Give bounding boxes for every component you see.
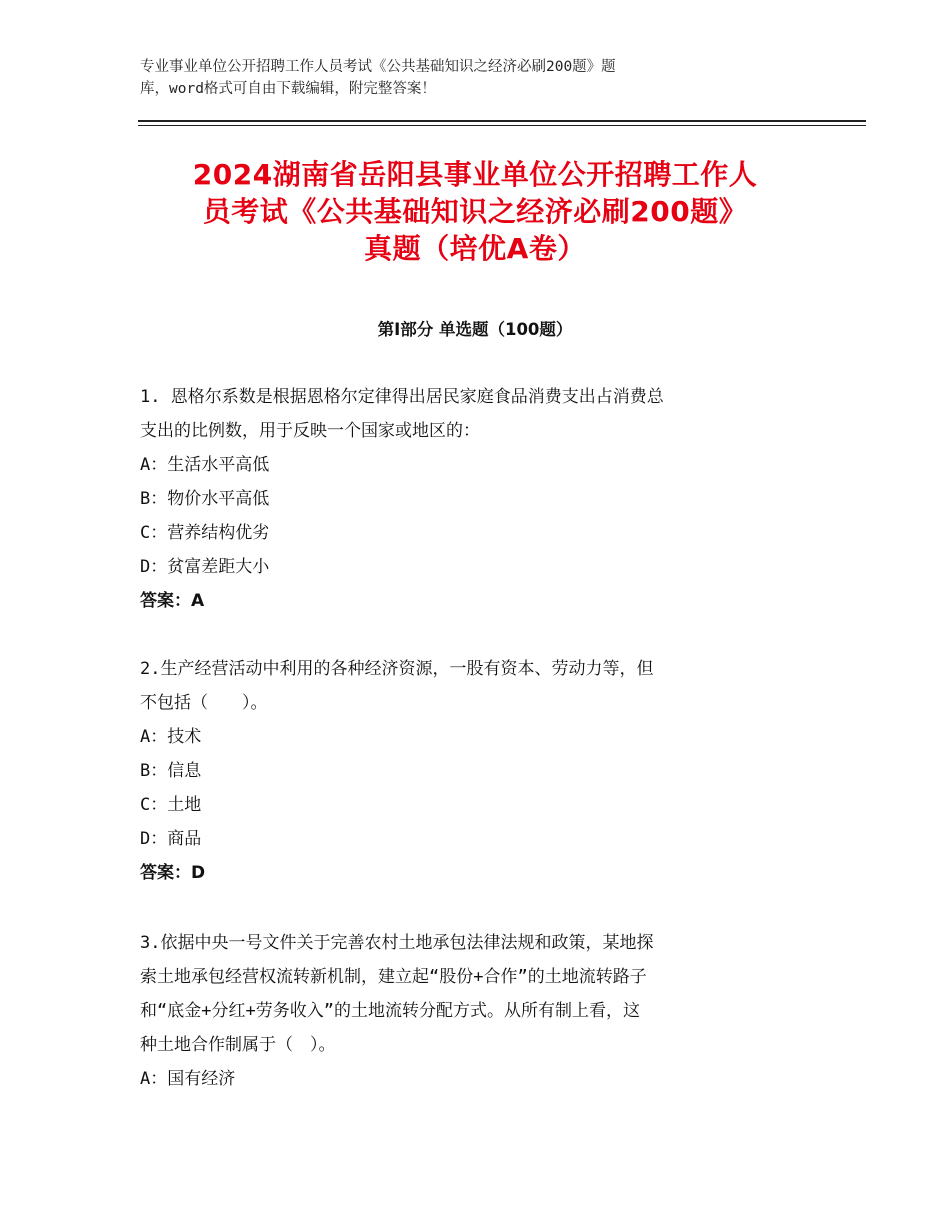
header-divider bbox=[138, 120, 866, 122]
question-1 bbox=[140, 380, 810, 618]
option-a: A：技术 bbox=[140, 727, 202, 747]
answer-label: 答案：D bbox=[140, 863, 206, 883]
section-title: 第I部分 单选题（100题） bbox=[377, 320, 573, 339]
header-note-line: 库，word格式可自由下载编辑，附完整答案！ bbox=[140, 81, 436, 97]
question-2 bbox=[140, 652, 810, 890]
question-stem-line: 支出的比例数，用于反映一个国家或地区的： bbox=[140, 421, 480, 441]
question-stem-line: 索土地承包经营权流转新机制，建立起“股份+合作”的土地流转路子 bbox=[140, 967, 647, 987]
answer-label: 答案：A bbox=[140, 591, 205, 611]
option-a: A：国有经济 bbox=[140, 1069, 236, 1089]
option-b: B：信息 bbox=[140, 761, 202, 781]
option-a: A：生活水平高低 bbox=[140, 455, 270, 475]
option-c: C：营养结构优劣 bbox=[140, 523, 270, 543]
question-3 bbox=[140, 926, 810, 1096]
document-title bbox=[100, 156, 850, 267]
title-line: 真题（培优A卷） bbox=[364, 232, 586, 265]
question-stem-line: 不包括（ ）。 bbox=[140, 693, 268, 713]
option-b: B：物价水平高低 bbox=[140, 489, 270, 509]
title-line: 2024湖南省岳阳县事业单位公开招聘工作人 bbox=[192, 158, 758, 191]
question-stem-line: 1. 恩格尔系数是根据恩格尔定律得出居民家庭食品消费支出占消费总 bbox=[140, 387, 664, 407]
question-stem-line: 种土地合作制属于（ ）。 bbox=[140, 1035, 336, 1055]
header-divider-thin bbox=[138, 125, 866, 126]
question-stem-line: 和“底金+分红+劳务收入”的土地流转分配方式。从所有制上看，这 bbox=[140, 1001, 640, 1021]
question-stem-line: 2.生产经营活动中利用的各种经济资源，一股有资本、劳动力等，但 bbox=[140, 659, 654, 679]
option-d: D：贫富差距大小 bbox=[140, 557, 270, 577]
option-d: D：商品 bbox=[140, 829, 202, 849]
header-note-line: 专业事业单位公开招聘工作人员考试《公共基础知识之经济必刷200题》题 bbox=[140, 59, 616, 75]
title-line: 员考试《公共基础知识之经济必刷200题》 bbox=[202, 195, 748, 228]
question-stem-line: 3.依据中央一号文件关于完善农村土地承包法律法规和政策，某地探 bbox=[140, 933, 654, 953]
header-note bbox=[140, 56, 780, 100]
option-c: C：土地 bbox=[140, 795, 202, 815]
